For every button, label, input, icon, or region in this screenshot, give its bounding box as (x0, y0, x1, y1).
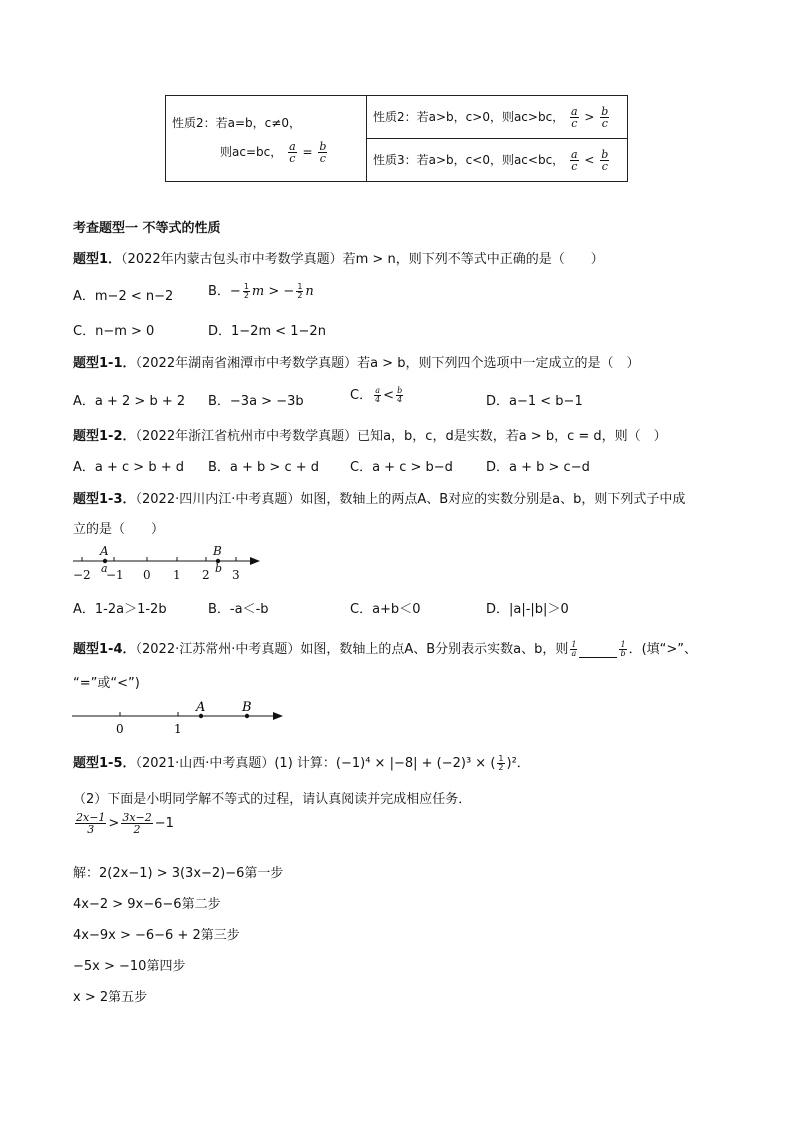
q1-2-option-b: B．a + b > c + d (208, 460, 320, 475)
solution-step-3: 4x−9x > −6−6 + 2第三步 (73, 928, 240, 943)
question-text: （2022年内蒙古包头市中考数学真题）若m > n，则下列不等式中正确的是（ ） (121, 252, 604, 267)
q1-1-option-b: B．−3a > −3b (208, 394, 304, 409)
point-a-label: A (100, 544, 109, 558)
question-1-3-cont: 立的是（ ） (73, 522, 165, 537)
tick-label: −1 (106, 568, 124, 582)
inequality-expression: $\frac{2x-1}{3}$ > $\frac{3x-2}{2}$ −1 (76, 811, 174, 836)
tick-label: 0 (143, 568, 151, 582)
q1-option-b: B．− $\frac{1}{2}$ m > − $\frac{1}{2}$ n (208, 282, 314, 300)
q1-2-option-d: D．a + b > c−d (486, 460, 590, 475)
q1-2-option-c: C．a + c > b−d (350, 460, 453, 475)
q1-3-option-b: B．-a＜-b (208, 602, 269, 617)
property-cell-positive: 性质2：若a>b，c>0，则ac>bc， $\frac{a}{c}$ > $\frac{b}{c}$ (367, 96, 628, 139)
number-line-q1-3 (70, 542, 270, 584)
fraction-one-half: $\frac{1}{2}$ (498, 754, 504, 772)
tick-label: 2 (202, 568, 210, 582)
q1-3-option-c: C．a+b＜0 (350, 602, 421, 617)
answer-blank[interactable] (579, 645, 617, 658)
point-a-label: A (196, 700, 206, 715)
question-1-3: 题型1-3．（2022·四川内江·中考真题）如图，数轴上的两点A、B对应的实数分别是a、b，则下列式子中成 (73, 492, 686, 507)
property-positive-text: 性质2：若a>b，c>0，则ac>bc， (373, 109, 565, 124)
point-b-label: B (242, 700, 252, 715)
q1-option-d: D．1−2m < 1−2n (208, 324, 326, 339)
tick-label: 0 (116, 722, 124, 736)
axis-arrow-icon (250, 557, 260, 565)
solution-step-4: −5x > −10第四步 (73, 959, 186, 974)
q1-option-a: A．m−2 < n−2 (73, 289, 174, 304)
point-a-value: a (101, 562, 108, 575)
question-1-1: 题型1-1．（2022年湖南省湘潭市中考数学真题）若a > b，则下列四个选项中一定成立的是（ ） (73, 356, 640, 371)
section-title: 考查题型一 不等式的性质 (73, 221, 221, 236)
q1-1-option-a: A．a + 2 > b + 2 (73, 394, 186, 409)
question-1-4: 题型1-4．（2022·江苏常州·中考真题）如图，数轴上的点A、B分别表示实数a、b，则 $\frac{1}{a}$ $\frac{1}{b}$ ．(填“>”、 (73, 640, 698, 658)
q1-1-option-c: C． $\frac{a}{4}$ < $\frac{b}{4}$ (350, 386, 403, 404)
property-cell-equality: 性质2：若a=b，c≠0， 则ac=bc， $\frac{a}{c}$ = $\frac{b}{c}$ (166, 96, 367, 182)
point-b-label: B (213, 544, 222, 558)
property-equality-line2: 则ac=bc， (220, 144, 283, 159)
number-line-q1-4 (70, 696, 290, 738)
question-1-4-cont: “=”或“<”) (73, 676, 140, 691)
fraction-1-over-b: $\frac{1}{b}$ (620, 640, 626, 658)
axis-arrow-icon (273, 712, 283, 720)
property-negative-text: 性质3：若a>b，c<0，则ac<bc， (373, 152, 565, 167)
fraction-a-over-c: $\frac{a}{c}$ (289, 139, 296, 165)
q1-3-option-d: D．|a|-|b|＞0 (486, 602, 569, 617)
q1-option-c: C．n−m > 0 (73, 324, 155, 339)
question-1-5: 题型1-5．（2021·山西·中考真题）(1) 计算：(−1)⁴ × |−8| + (−2)³ × ( $\frac{1}{2}$ )²． (73, 754, 530, 772)
property-cell-negative: 性质3：若a>b，c<0，则ac<bc， $\frac{a}{c}$ < $\frac{b}{c}$ (367, 139, 628, 182)
q1-1-option-d: D．a−1 < b−1 (486, 394, 583, 409)
point-b-value: b (215, 562, 223, 575)
tick-label: 1 (174, 722, 182, 736)
properties-table (165, 95, 628, 182)
property-equality-line1: 性质2：若a=b，c≠0， (172, 115, 301, 130)
question-label: 题型1． (73, 252, 122, 267)
tick-label: 1 (173, 568, 181, 582)
question-1-2: 题型1-2．（2022年浙江省杭州市中考数学真题）已知a，b，c，d是实数，若a > b，c = d，则（ ） (73, 429, 667, 444)
fraction-1-over-a: $\frac{1}{a}$ (571, 640, 577, 658)
q1-3-option-a: A．1-2a＞1-2b (73, 602, 167, 617)
tick-label: 3 (232, 568, 240, 582)
solution-step-1: 解：2(2x−1) > 3(3x−2)−6第一步 (73, 866, 284, 881)
tick-label: −2 (73, 568, 91, 582)
question-1 (73, 248, 604, 267)
q1-2-option-a: A．a + c > b + d (73, 460, 184, 475)
question-1-5-part2: （2）下面是小明同学解不等式的过程，请认真阅读并完成相应任务． (73, 792, 472, 807)
fraction-b-over-c: $\frac{b}{c}$ (319, 139, 327, 165)
solution-step-5: x > 2第五步 (73, 990, 148, 1005)
solution-step-2: 4x−2 > 9x−6−6第二步 (73, 897, 221, 912)
